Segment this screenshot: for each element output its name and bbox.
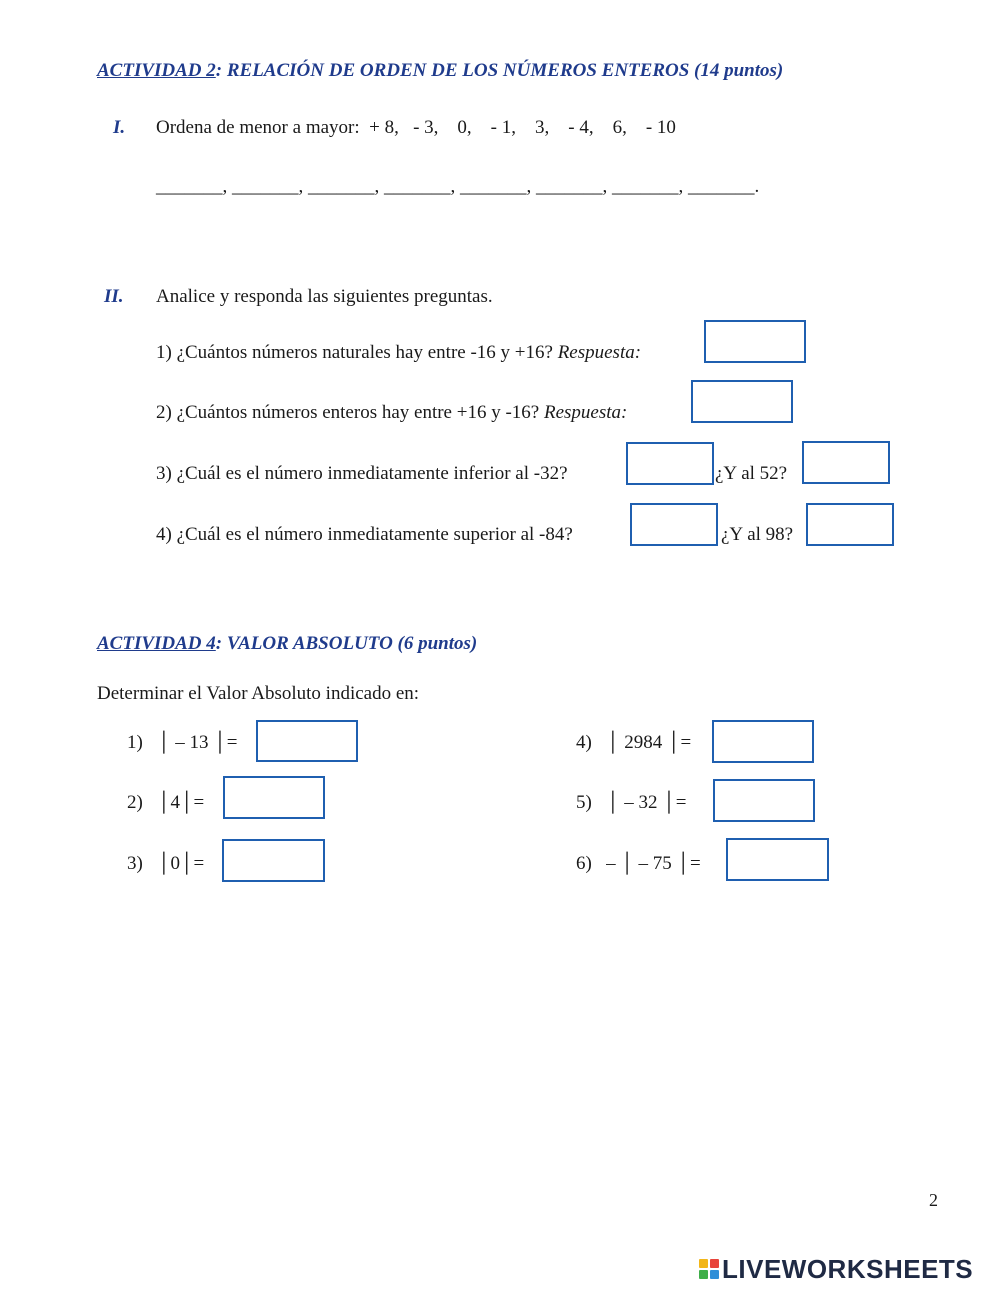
liveworksheets-logo-text: LIVEWORKSHEETS: [722, 1254, 974, 1284]
activity-4-heading: [97, 633, 477, 655]
question-4-answer-box-a[interactable]: [630, 503, 718, 546]
abs-item-6-answer-box[interactable]: [726, 838, 829, 881]
activity-2-label: ACTIVIDAD 2: [97, 60, 216, 81]
part-1-instruction-text: Ordena de menor a mayor:: [156, 117, 360, 138]
abs-item-6: [576, 853, 701, 875]
part-2-numeral: II.: [104, 286, 124, 307]
activity-4-label: ACTIVIDAD 4: [97, 633, 216, 654]
abs-item-4-answer-box[interactable]: [712, 720, 814, 763]
abs-item-6-expression: – │ – 75 │=: [606, 853, 701, 874]
abs-item-6-number: 6): [576, 853, 592, 874]
activity-2-heading: [97, 60, 783, 82]
abs-item-3-answer-box[interactable]: [222, 839, 325, 882]
part-2-instruction: Analice y responda las siguientes preguntas.: [156, 286, 493, 307]
abs-item-5-number: 5): [576, 792, 592, 813]
abs-item-2-answer-box[interactable]: [223, 776, 325, 819]
question-3-tail: ¿Y al 52?: [715, 463, 788, 484]
question-2: [156, 402, 627, 424]
question-2-answer-box[interactable]: [691, 380, 793, 423]
abs-item-3-expression: │0│=: [157, 853, 205, 874]
question-3-answer-box-b[interactable]: [802, 441, 890, 484]
question-3-text: 3) ¿Cuál es el número inmediatamente inferior al -32?: [156, 463, 568, 484]
abs-item-1: [127, 732, 237, 754]
liveworksheets-logo-icon: [699, 1259, 719, 1279]
abs-item-1-number: 1): [127, 732, 143, 753]
abs-item-2: [127, 792, 204, 814]
page-number: 2: [929, 1190, 938, 1210]
abs-item-4-expression: │ 2984 │=: [606, 732, 692, 753]
part-1-numeral: I.: [113, 117, 126, 138]
question-3-answer-box-a[interactable]: [626, 442, 714, 485]
abs-item-5-answer-box[interactable]: [713, 779, 815, 822]
question-1-answer-box[interactable]: [704, 320, 806, 363]
question-4-answer-box-b[interactable]: [806, 503, 894, 546]
abs-item-2-expression: │4│=: [157, 792, 205, 813]
part-1-numbers: + 8, - 3, 0, - 1, 3, - 4, 6, - 10: [369, 117, 676, 138]
question-2-text: 2) ¿Cuántos números enteros hay entre +16 y -16?: [156, 402, 540, 423]
abs-item-4: [576, 732, 691, 754]
abs-item-1-expression: │ – 13 │=: [157, 732, 238, 753]
activity-2-title: : RELACIÓN DE ORDEN DE LOS NÚMEROS ENTEROS (14 puntos): [215, 60, 784, 81]
question-2-response-label: Respuesta:: [543, 402, 628, 423]
abs-item-2-number: 2): [127, 792, 143, 813]
activity-4-instruction: Determinar el Valor Absoluto indicado en:: [97, 683, 420, 704]
question-4-tail: ¿Y al 98?: [721, 524, 794, 545]
abs-item-3-number: 3): [127, 853, 143, 874]
part-1-instruction: [156, 117, 676, 139]
abs-item-3: [127, 853, 204, 875]
abs-item-5-expression: │ – 32 │=: [606, 792, 687, 813]
question-4-text: 4) ¿Cuál es el número inmediatamente superior al -84?: [156, 524, 573, 545]
question-1-response-label: Respuesta:: [557, 342, 642, 363]
abs-item-4-number: 4): [576, 732, 592, 753]
activity-4-title: : VALOR ABSOLUTO (6 puntos): [215, 633, 478, 654]
question-1-text: 1) ¿Cuántos números naturales hay entre -16 y +16?: [156, 342, 553, 363]
abs-item-1-answer-box[interactable]: [256, 720, 358, 762]
part-1-answer-blanks[interactable]: _______, _______, _______, _______, _______, _______, _______, _______.: [156, 176, 760, 197]
question-1: [156, 342, 641, 364]
abs-item-5: [576, 792, 686, 814]
